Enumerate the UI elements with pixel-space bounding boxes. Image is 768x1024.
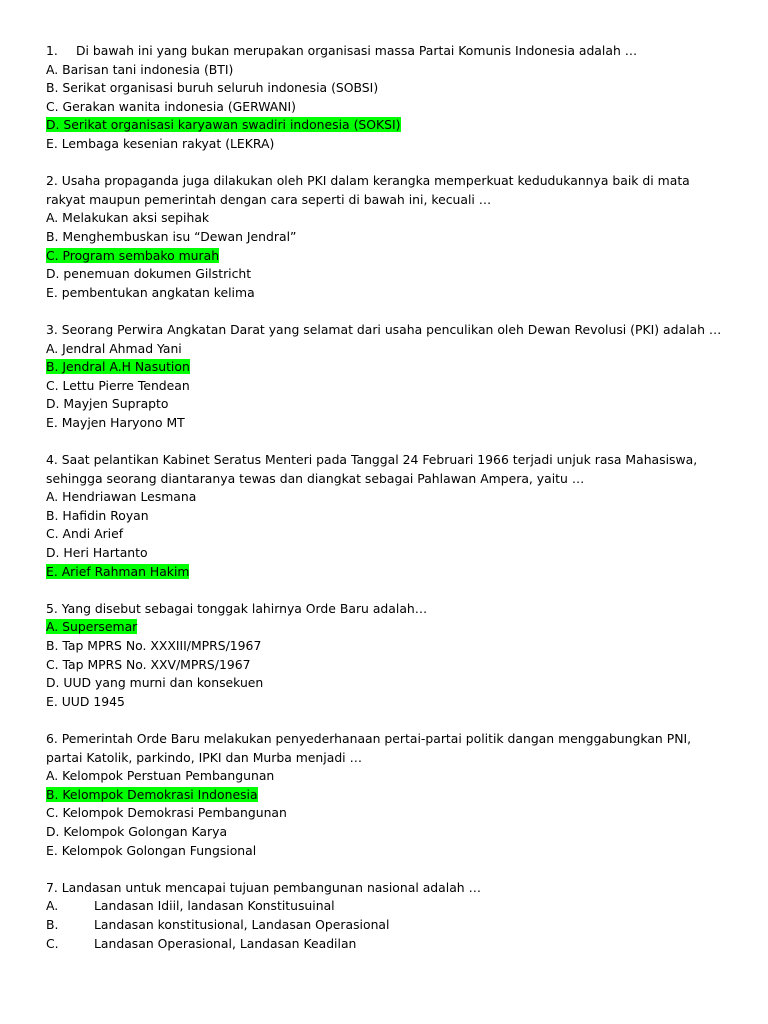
option-c: C. Landasan Operasional, Landasan Keadilan bbox=[46, 935, 357, 951]
question-stem: 3. Seorang Perwira Angkatan Darat yang selamat dari usaha penculikan oleh Dewan Revolusi (PKI) adalah … bbox=[46, 321, 722, 337]
option-d: D. UUD yang murni dan konsekuen bbox=[46, 675, 264, 691]
option-b: B. Menghembuskan isu “Dewan Jendral” bbox=[46, 228, 297, 244]
option-e: E. UUD 1945 bbox=[46, 693, 125, 709]
option-c: C. Andi Arief bbox=[46, 526, 124, 542]
option-c-answer bbox=[46, 247, 726, 266]
answer-highlight: B. Jendral A.H Nasution bbox=[46, 359, 190, 375]
option-b: B. Hafidin Royan bbox=[46, 507, 149, 523]
answer-highlight: D. Serikat organisasi karyawan swadiri indonesia (SOKSI) bbox=[46, 117, 401, 133]
question-text: Di bawah ini yang bukan merupakan organisasi massa Partai Komunis Indonesia adalah … bbox=[76, 43, 638, 58]
question-stem: 7. Landasan untuk mencapai tujuan pembangunan nasional adalah … bbox=[46, 879, 481, 895]
answer-highlight: B. Kelompok Demokrasi Indonesia bbox=[46, 786, 258, 802]
option-a: A. Landasan Idiil, landasan Konstitusuinal bbox=[46, 898, 335, 914]
question-stem: 5. Yang disebut sebagai tonggak lahirnya Orde Baru adalah… bbox=[46, 600, 428, 616]
option-d-answer bbox=[46, 116, 726, 135]
option-c: C. Kelompok Demokrasi Pembangunan bbox=[46, 805, 287, 821]
option-b: B. Landasan konstitusional, Landasan Operasional bbox=[46, 916, 390, 932]
option-e: E. Mayjen Haryono MT bbox=[46, 414, 185, 430]
answer-highlight: A. Supersemar bbox=[46, 619, 138, 635]
question-stem: 6. Pemerintah Orde Baru melakukan penyederhanaan pertai-partai politik dangan menggabungkan PNI, bbox=[46, 730, 692, 746]
answer-highlight: C. Program sembako murah bbox=[46, 247, 220, 263]
option-d: D. Heri Hartanto bbox=[46, 545, 148, 561]
question-3 bbox=[46, 321, 726, 433]
option-c: C. Lettu Pierre Tendean bbox=[46, 377, 190, 393]
question-stem-cont: rakyat maupun pemerintah dengan cara seperti di bawah ini, kecuali … bbox=[46, 191, 492, 207]
option-c: C. Tap MPRS No. XXV/MPRS/1967 bbox=[46, 656, 251, 672]
question-7 bbox=[46, 879, 726, 953]
option-b: B. Tap MPRS No. XXXIII/MPRS/1967 bbox=[46, 638, 262, 653]
option-a: A. Kelompok Perstuan Pembangunan bbox=[46, 768, 275, 784]
option-c: C. Gerakan wanita indonesia (GERWANI) bbox=[46, 98, 297, 114]
question-2 bbox=[46, 172, 726, 302]
question-list bbox=[46, 42, 726, 972]
option-d: D. Kelompok Golongan Karya bbox=[46, 823, 228, 839]
option-e: E. Lembaga kesenian rakyat (LEKRA) bbox=[46, 135, 275, 151]
question-5 bbox=[46, 600, 726, 712]
question-6 bbox=[46, 730, 726, 860]
option-a: A. Hendriawan Lesmana bbox=[46, 489, 197, 505]
option-a-answer bbox=[46, 618, 726, 637]
question-stem: 4. Saat pelantikan Kabinet Seratus Menteri pada Tanggal 24 Februari 1966 terjadi unjuk rasa Mahasiswa, bbox=[46, 452, 698, 468]
question-number: 1. bbox=[46, 43, 58, 58]
option-a: A. Melakukan aksi sepihak bbox=[46, 210, 210, 226]
option-b-answer bbox=[46, 358, 726, 377]
question-4 bbox=[46, 451, 726, 581]
option-e-answer bbox=[46, 563, 726, 582]
option-a: A. Barisan tani indonesia (BTI) bbox=[46, 61, 234, 77]
option-b: B. Serikat organisasi buruh seluruh indonesia (SOBSI) bbox=[46, 80, 379, 96]
option-a: A. Jendral Ahmad Yani bbox=[46, 340, 182, 356]
question-stem-cont: partai Katolik, parkindo, IPKI dan Murba menjadi … bbox=[46, 749, 362, 765]
option-d: D. penemuan dokumen Gilstricht bbox=[46, 266, 252, 282]
option-e: E. pembentukan angkatan kelima bbox=[46, 284, 255, 300]
question-stem bbox=[46, 42, 726, 61]
answer-highlight: E. Arief Rahman Hakim bbox=[46, 563, 190, 579]
option-d: D. Mayjen Suprapto bbox=[46, 396, 169, 412]
question-stem: 2. Usaha propaganda juga dilakukan oleh PKI dalam kerangka memperkuat kedudukannya baik di mata bbox=[46, 173, 690, 189]
option-b-answer bbox=[46, 786, 726, 805]
option-e: E. Kelompok Golongan Fungsional bbox=[46, 842, 257, 858]
question-stem-cont: sehingga seorang diantaranya tewas dan diangkat sebagai Pahlawan Ampera, yaitu … bbox=[46, 470, 585, 486]
question-1 bbox=[46, 42, 726, 154]
